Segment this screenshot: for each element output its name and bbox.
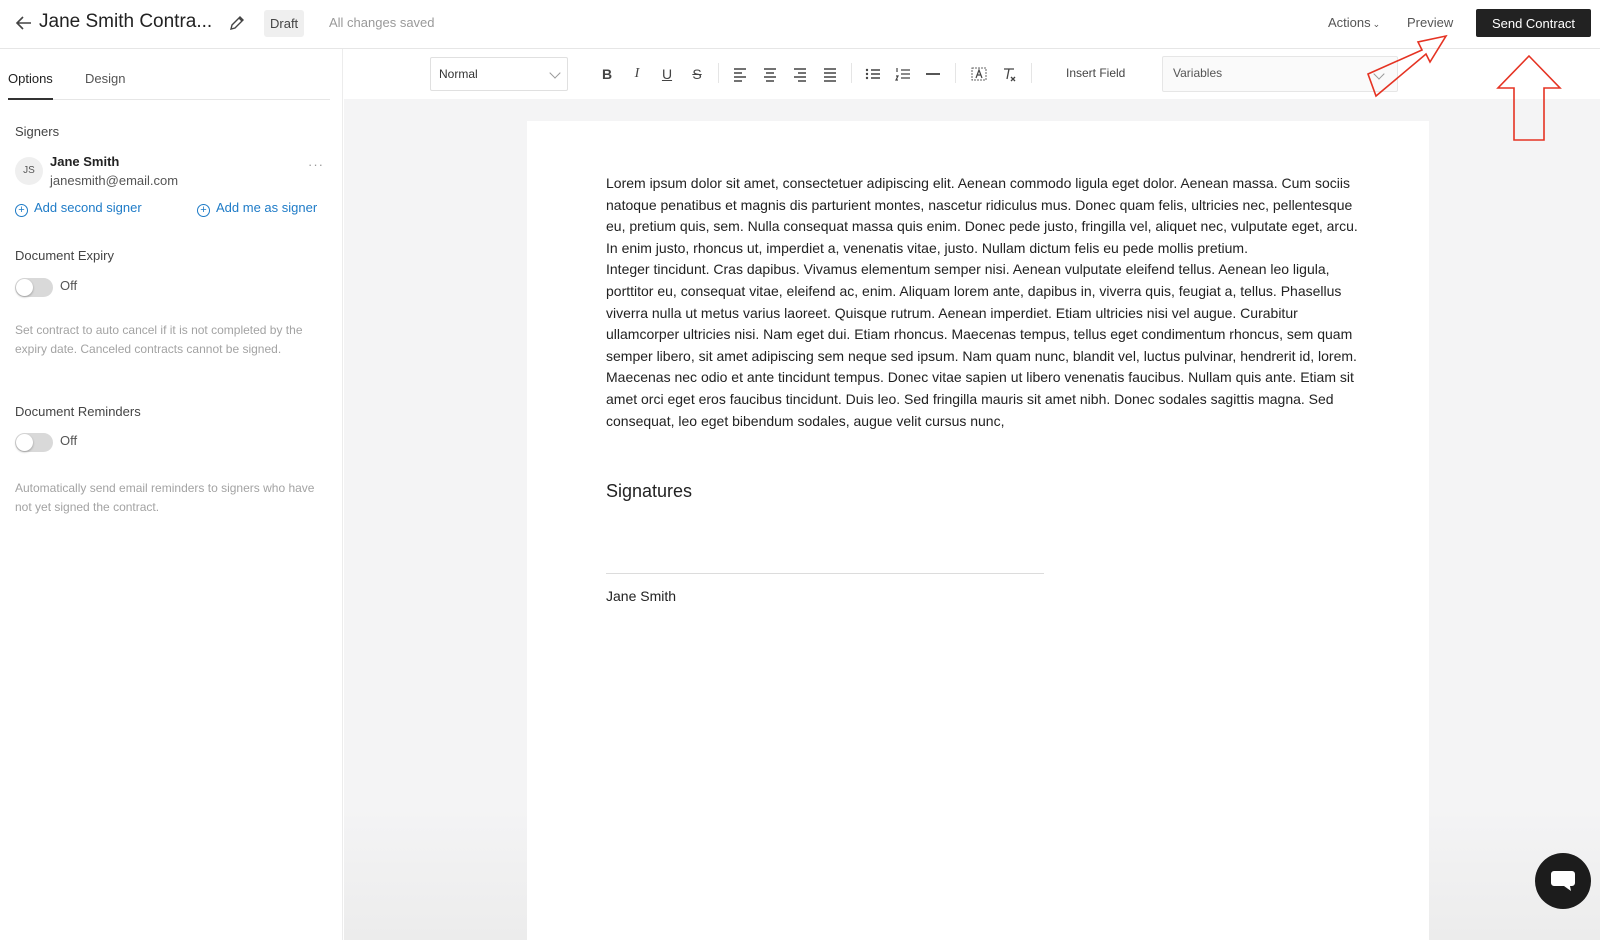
text-style-select[interactable] (430, 57, 568, 91)
arrow-left-icon[interactable] (14, 12, 34, 34)
document-title[interactable]: Jane Smith Contra... (39, 11, 213, 32)
chevron-down-icon (1373, 68, 1384, 79)
toolbar-divider (1031, 63, 1032, 83)
toggle-knob (16, 434, 33, 451)
toggle-knob (16, 279, 33, 296)
add-second-signer-label: Add second signer (34, 200, 142, 215)
formatting-toolbar (344, 49, 1600, 99)
align-justify-icon[interactable] (820, 64, 840, 84)
add-me-as-signer-button[interactable] (197, 200, 317, 217)
chevron-down-icon: ⌄ (1372, 19, 1381, 29)
send-contract-button[interactable]: Send Contract (1476, 9, 1591, 37)
actions-label: Actions (1328, 15, 1371, 30)
options-sidebar (0, 49, 343, 940)
sidebar-tabs (8, 71, 330, 100)
add-second-signer-button[interactable] (15, 200, 142, 217)
plus-circle-icon: + (197, 204, 210, 217)
document-reminders-help: Automatically send email reminders to signers who have not yet signed the contract. (15, 481, 315, 514)
toolbar-divider (851, 63, 852, 83)
chevron-down-icon (549, 67, 560, 78)
toolbar-divider (718, 63, 719, 83)
document-reminders-state: Off (60, 433, 78, 448)
clear-formatting-icon[interactable] (999, 64, 1019, 84)
strikethrough-icon[interactable]: S (692, 66, 702, 82)
signatures-heading: Signatures (606, 481, 693, 501)
chat-bubble-icon (1550, 869, 1576, 893)
pencil-icon[interactable] (228, 14, 246, 32)
signature-name: Jane Smith (606, 588, 677, 604)
save-status: All changes saved (329, 15, 435, 30)
align-center-icon[interactable] (760, 64, 780, 84)
italic-icon[interactable]: I (634, 66, 640, 81)
preview-button[interactable]: Preview (1407, 15, 1454, 30)
top-header (0, 0, 1600, 49)
align-right-icon[interactable] (790, 64, 810, 84)
tab-design[interactable]: Design (85, 71, 126, 86)
document-reminders-toggle[interactable] (15, 433, 53, 452)
underline-icon[interactable]: U (661, 66, 673, 82)
document-body[interactable] (606, 173, 1366, 432)
document-expiry-label: Document Expiry (15, 248, 114, 263)
document-reminders-label: Document Reminders (15, 404, 141, 419)
paragraph[interactable]: Integer tincidunt. Cras dapibus. Vivamus elementum semper nisi. Aenean vulputate eleifend tellus. Aenean leo ligula, porttitor eu, consequat vitae, eleifend ac, enim. Aliquam lorem ante, dapibus in, viverra quis, feugiat a, tellus. Phasellus viverra nulla ut metus varius laoreet. Quisque rutrum. Aenean imperdiet. Etiam ultricies nisi vel augue. Curabitur ullamcorper ultricies nisi. Nam eget dui. Etiam rhoncus. Maecenas tempus, tellus eget condimentum rhoncus, sem quam semper libero, sit amet adipiscing sem neque sed ipsum. Nam quam nunc, blandit vel, luctus pulvinar, hendrerit id, lorem. Maecenas nec odio et ante tincidunt tempus. Donec vitae sapien ut libero venenatis faucibus. Nullam quis ante. Etiam sit amet orci eget eros faucibus tincidunt. Duis leo. Sed fringilla mauris sit amet nibh. Donec sodales sagittis magna. Sed consequat, leo eget bibendum sodales, augue velit cursus nunc, (606, 261, 1357, 429)
signer-more-button[interactable]: ··· (308, 157, 324, 172)
plus-circle-icon: + (15, 204, 28, 217)
document-expiry-toggle[interactable] (15, 278, 53, 297)
paragraph[interactable]: Lorem ipsum dolor sit amet, consectetuer adipiscing elit. Aenean commodo ligula eget dolor. Aenean massa. Cum sociis natoque penatibus et magnis dis parturient montes, nascetur ridiculus mus. Donec quam felis, ultricies nec, pellentesque eu, pretium quis, sem. Nulla consequat massa quis enim. Donec pede justo, fringilla vel, aliquet nec, vulputate eget, arcu. In enim justo, rhoncus ut, imperdiet a, venenatis vitae, justo. Nullam dictum felis eu pede mollis pretium. (606, 175, 1358, 256)
align-left-icon[interactable] (730, 64, 750, 84)
document-page[interactable] (527, 121, 1429, 940)
variables-placeholder: Variables (1173, 66, 1223, 80)
bold-icon[interactable]: B (601, 66, 613, 82)
signers-label: Signers (15, 124, 60, 139)
variables-select[interactable] (1162, 56, 1398, 92)
horizontal-rule-icon[interactable] (923, 64, 943, 84)
text-style-value: Normal (439, 67, 478, 81)
toolbar-divider (955, 63, 956, 83)
tab-options[interactable]: Options (8, 71, 53, 100)
document-expiry-help: Set contract to auto cancel if it is not completed by the expiry date. Canceled contracts cannot be signed. (15, 323, 303, 356)
insert-field-button[interactable]: Insert Field (1066, 66, 1126, 80)
document-expiry-state: Off (60, 278, 78, 293)
numbered-list-icon[interactable] (893, 64, 913, 84)
bullet-list-icon[interactable] (863, 64, 883, 84)
text-color-icon[interactable] (969, 64, 989, 84)
add-me-as-signer-label: Add me as signer (216, 200, 318, 215)
signer-email: janesmith@email.com (50, 173, 179, 188)
signature-line[interactable] (606, 573, 1044, 574)
signer-name: Jane Smith (50, 154, 120, 169)
status-badge: Draft (264, 10, 304, 37)
chat-launcher-button[interactable] (1535, 853, 1591, 909)
avatar: JS (15, 157, 43, 185)
actions-menu[interactable] (1328, 15, 1380, 30)
